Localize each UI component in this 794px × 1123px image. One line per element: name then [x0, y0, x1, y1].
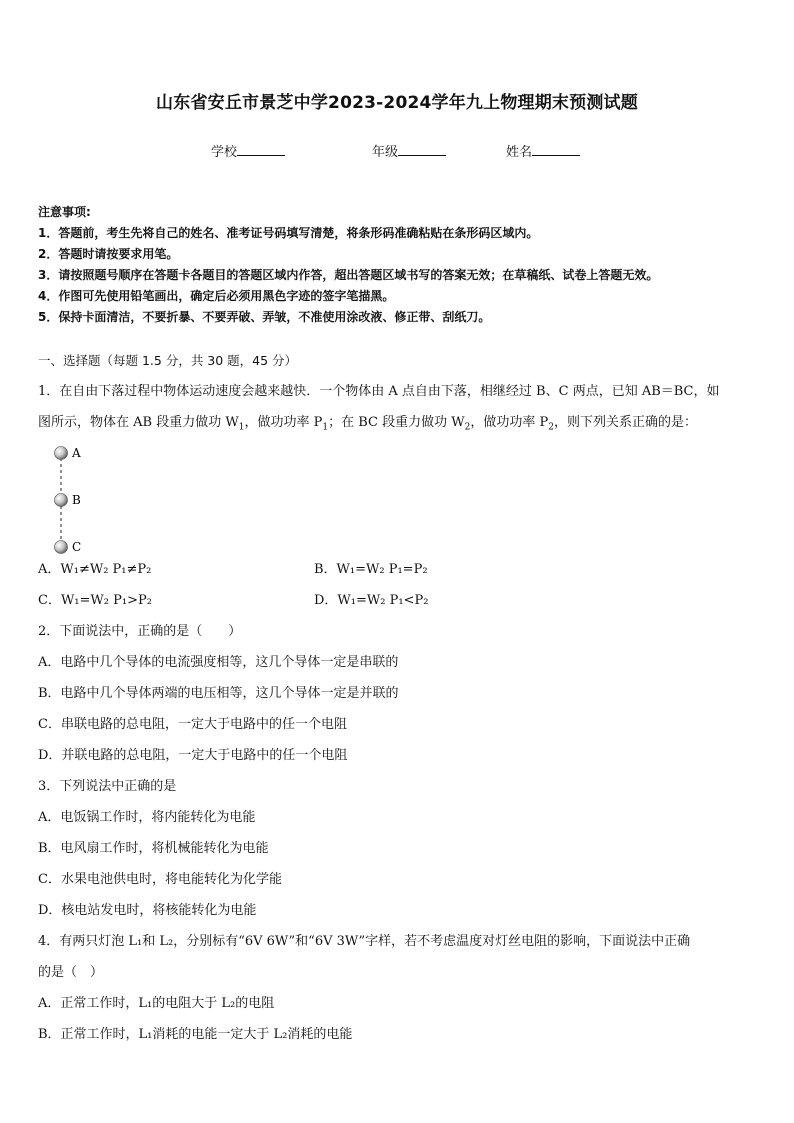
point-label-c: C: [72, 539, 82, 554]
q1-option-a[interactable]: A．W₁≠W₂ P₁≠P₂: [38, 561, 152, 577]
q1-option-c[interactable]: C．W₁=W₂ P₁>P₂: [38, 592, 152, 608]
q1-sub: 2: [464, 422, 471, 433]
q1-options-row2: [38, 585, 762, 616]
q1-text-c: ；在 BC 段重力做功 W: [328, 415, 465, 430]
grade-field[interactable]: [372, 141, 446, 160]
note-item: 5．保持卡面清洁，不要折暴、不要弄破、弄皱，不准使用涂改液、修正带、刮纸刀。: [38, 310, 491, 324]
q1-text-b: ，做功功率 P: [244, 415, 323, 430]
q1-stem-line1: 1．在自由下落过程中物体运动速度会越来越快．一个物体由 A 点自由下落，相继经过 B、C 两点，已知 AB＝BC，如: [38, 384, 720, 399]
point-label-a: A: [72, 445, 81, 460]
q4-option-b[interactable]: B．正常工作时，L₁消耗的电能一定大于 L₂消耗的电能: [38, 1026, 353, 1042]
ball-at-a-icon: [55, 446, 68, 459]
notes-heading: 注意事项:: [38, 205, 91, 219]
q3-option-d[interactable]: D．核电站发电时，将核能转化为电能: [38, 902, 257, 918]
q1-text-a: 图所示，物体在 AB 段重力做功 W: [38, 415, 239, 430]
question-content: [38, 345, 762, 1050]
q1-option-d[interactable]: D．W₁=W₂ P₁<P₂: [314, 592, 429, 608]
note-item: 3．请按照题号顺序在答题卡各题目的答题区域内作答，超出答题区域书写的答案无效；在草稿纸、试卷上答题无效。: [38, 268, 659, 282]
school-blank[interactable]: [237, 143, 285, 156]
q4-option-a[interactable]: A．正常工作时，L₁的电阻大于 L₂的电阻: [38, 995, 275, 1011]
ball-at-b-icon: [55, 493, 68, 506]
q1-text-e: ，则下列关系正确的是：: [553, 415, 697, 430]
q3-stem: 3．下列说法中正确的是: [38, 778, 177, 794]
name-field[interactable]: [506, 141, 580, 160]
q2-option-b[interactable]: B．电路中几个导体两端的电压相等，这几个导体一定是并联的: [38, 685, 399, 701]
exam-title: 山东省安丘市景芝中学2023-2024学年九上物理期末预测试题: [156, 93, 638, 113]
q2-option-d[interactable]: D．并联电路的总电阻，一定大于电路中的任一个电阻: [38, 747, 348, 763]
grade-label: 年级: [372, 145, 399, 160]
grade-blank[interactable]: [398, 143, 446, 156]
q1-option-b[interactable]: B．W₁=W₂ P₁=P₂: [314, 561, 428, 577]
q4-stem-line1: 4．有两只灯泡 L₁和 L₂，分别标有“6V 6W”和“6V 3W”字样，若不考虑温度对灯丝电阻的影响，下面说法中正确: [38, 933, 691, 949]
ball-at-c-icon: [55, 540, 68, 553]
note-item: 4．作图可先使用铅笔画出，确定后必须用黑色字迹的签字笔描黑。: [38, 289, 395, 303]
q2-stem: 2．下面说法中，正确的是（ ）: [38, 623, 242, 639]
name-blank[interactable]: [532, 143, 580, 156]
name-label: 姓名: [506, 145, 533, 160]
q1-sub: 1: [238, 422, 245, 433]
q3-option-b[interactable]: B．电风扇工作时，将机械能转化为电能: [38, 840, 269, 856]
free-fall-diagram: [38, 444, 762, 554]
q2-option-a[interactable]: A．电路中几个导体的电流强度相等，这几个导体一定是串联的: [38, 654, 399, 670]
notes-block: [38, 202, 768, 328]
q3-option-c[interactable]: C．水果电池供电时，将电能转化为化学能: [38, 871, 282, 887]
student-info-line: [0, 141, 794, 161]
note-item: 2．答题时请按要求用笔。: [38, 247, 179, 261]
q1-text-d: ，做功功率 P: [470, 415, 549, 430]
q1-options-row1: [38, 554, 762, 585]
q1-sub: 1: [322, 422, 329, 433]
q3-option-a[interactable]: A．电饭锅工作时，将内能转化为电能: [38, 809, 256, 825]
point-label-b: B: [72, 492, 81, 507]
school-field[interactable]: [211, 141, 285, 160]
section-heading: 一、选择题（每题 1.5 分，共 30 题，45 分）: [38, 353, 298, 368]
free-fall-svg: [38, 444, 118, 554]
note-item: 1．答题前，考生先将自己的姓名、准考证号码填写清楚，将条形码准确粘贴在条形码区域内。: [38, 226, 539, 240]
q4-stem-line2: 的是（ ）: [38, 964, 104, 980]
school-label: 学校: [211, 145, 238, 160]
q2-option-c[interactable]: C．串联电路的总电阻，一定大于电路中的任一个电阻: [38, 716, 347, 732]
q1-sub: 2: [548, 422, 554, 433]
q1-stem-line2: [38, 407, 762, 444]
